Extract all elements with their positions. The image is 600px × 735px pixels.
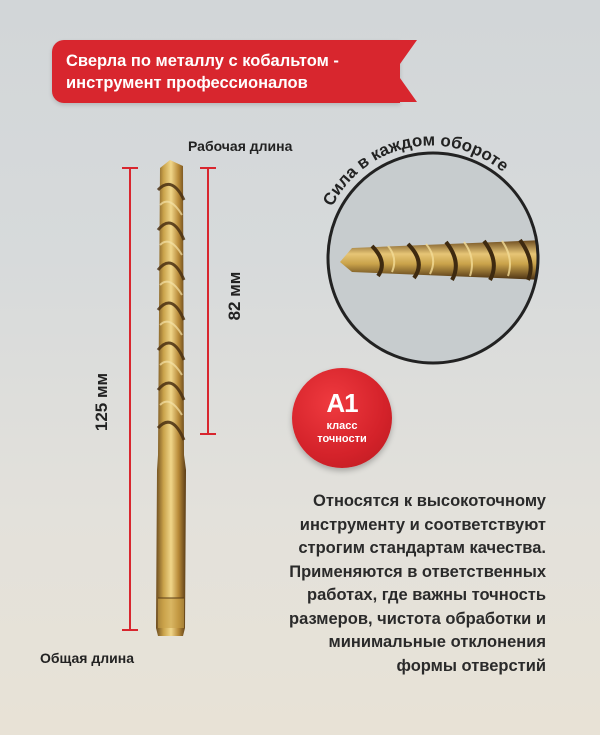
description-line: размеров, чистота обработки и <box>289 609 546 628</box>
banner-line-1: Сверла по металлу с кобальтом - <box>66 52 339 70</box>
banner-line-2: инструмент профессионалов <box>66 74 308 92</box>
drill-bit-image <box>156 160 186 636</box>
description-line: формы отверстий <box>396 656 546 675</box>
total-length-dimension-line <box>122 168 138 630</box>
total-length-value: 125 мм <box>92 372 111 432</box>
circle-arc-text: Сила в каждом обороте <box>319 130 513 209</box>
description-line: инструменту и соответствуют <box>299 515 546 534</box>
badge-grade: A1 <box>326 388 358 418</box>
description-line: Относятся к высокоточному <box>313 492 546 510</box>
working-length-dimension-line <box>200 168 216 434</box>
description-text <box>226 490 546 678</box>
working-length-label: Рабочая длина <box>188 138 293 154</box>
total-length-label: Общая длина <box>40 650 134 666</box>
accuracy-class-badge <box>292 368 392 468</box>
badge-line-2: точности <box>317 433 367 445</box>
header-banner-text <box>66 50 406 94</box>
working-length-value: 82 мм <box>225 271 244 321</box>
badge-line-1: класс <box>326 420 358 432</box>
description-line: Применяются в ответственных <box>289 562 546 581</box>
drill-closeup-circle <box>319 130 550 370</box>
description-line: минимальные отклонения <box>328 633 546 651</box>
description-line: строгим стандартам качества. <box>298 539 546 557</box>
description-line: работах, где важны точность <box>307 586 546 604</box>
